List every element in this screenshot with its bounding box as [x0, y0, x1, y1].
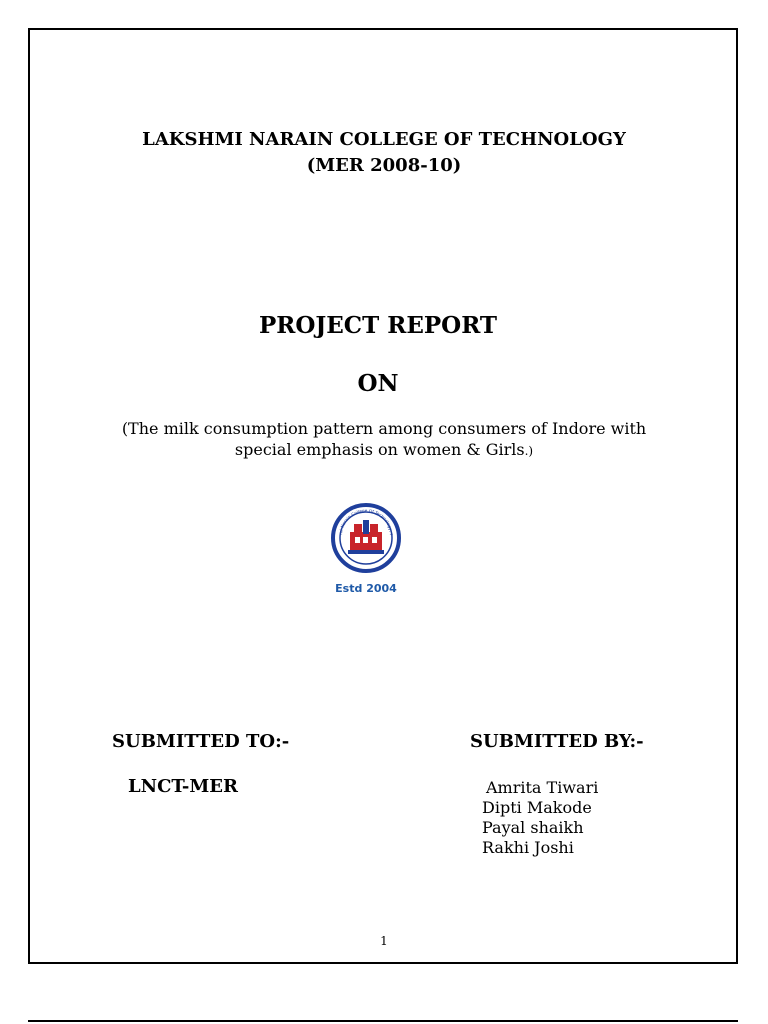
report-subject-line-2	[0, 439, 768, 462]
member-list	[482, 778, 598, 858]
recipient-name: LNCT-MER	[128, 776, 238, 797]
batch-label: (MER 2008-10)	[306, 155, 462, 176]
page-number: 1	[380, 934, 388, 948]
logo-estd-text: Estd 2004	[335, 582, 397, 595]
seal-text: mi Narain College Of Technology, I	[337, 507, 394, 535]
list-item: Rakhi Joshi	[482, 838, 574, 857]
college-name: LAKSHMI NARAIN COLLEGE OF TECHNOLOGY	[142, 129, 626, 150]
submitted-by-heading: SUBMITTED BY:-	[470, 731, 644, 752]
report-subject	[0, 418, 768, 462]
list-item: Amrita Tiwari	[486, 778, 599, 797]
college-logo	[330, 502, 402, 598]
report-subject-line-2-text: special emphasis on women & Girls	[234, 440, 525, 459]
report-subject-line-1: (The milk consumption pattern among consumers of Indore with	[121, 419, 647, 438]
submitted-to-heading: SUBMITTED TO:-	[112, 731, 290, 752]
list-item: Payal shaikh	[482, 818, 584, 837]
report-subject-tail: .)	[524, 444, 534, 458]
list-item: Dipti Makode	[482, 798, 592, 817]
report-on-label: ON	[357, 370, 399, 397]
report-title: PROJECT REPORT	[258, 312, 498, 339]
next-page-border	[28, 1020, 738, 1022]
